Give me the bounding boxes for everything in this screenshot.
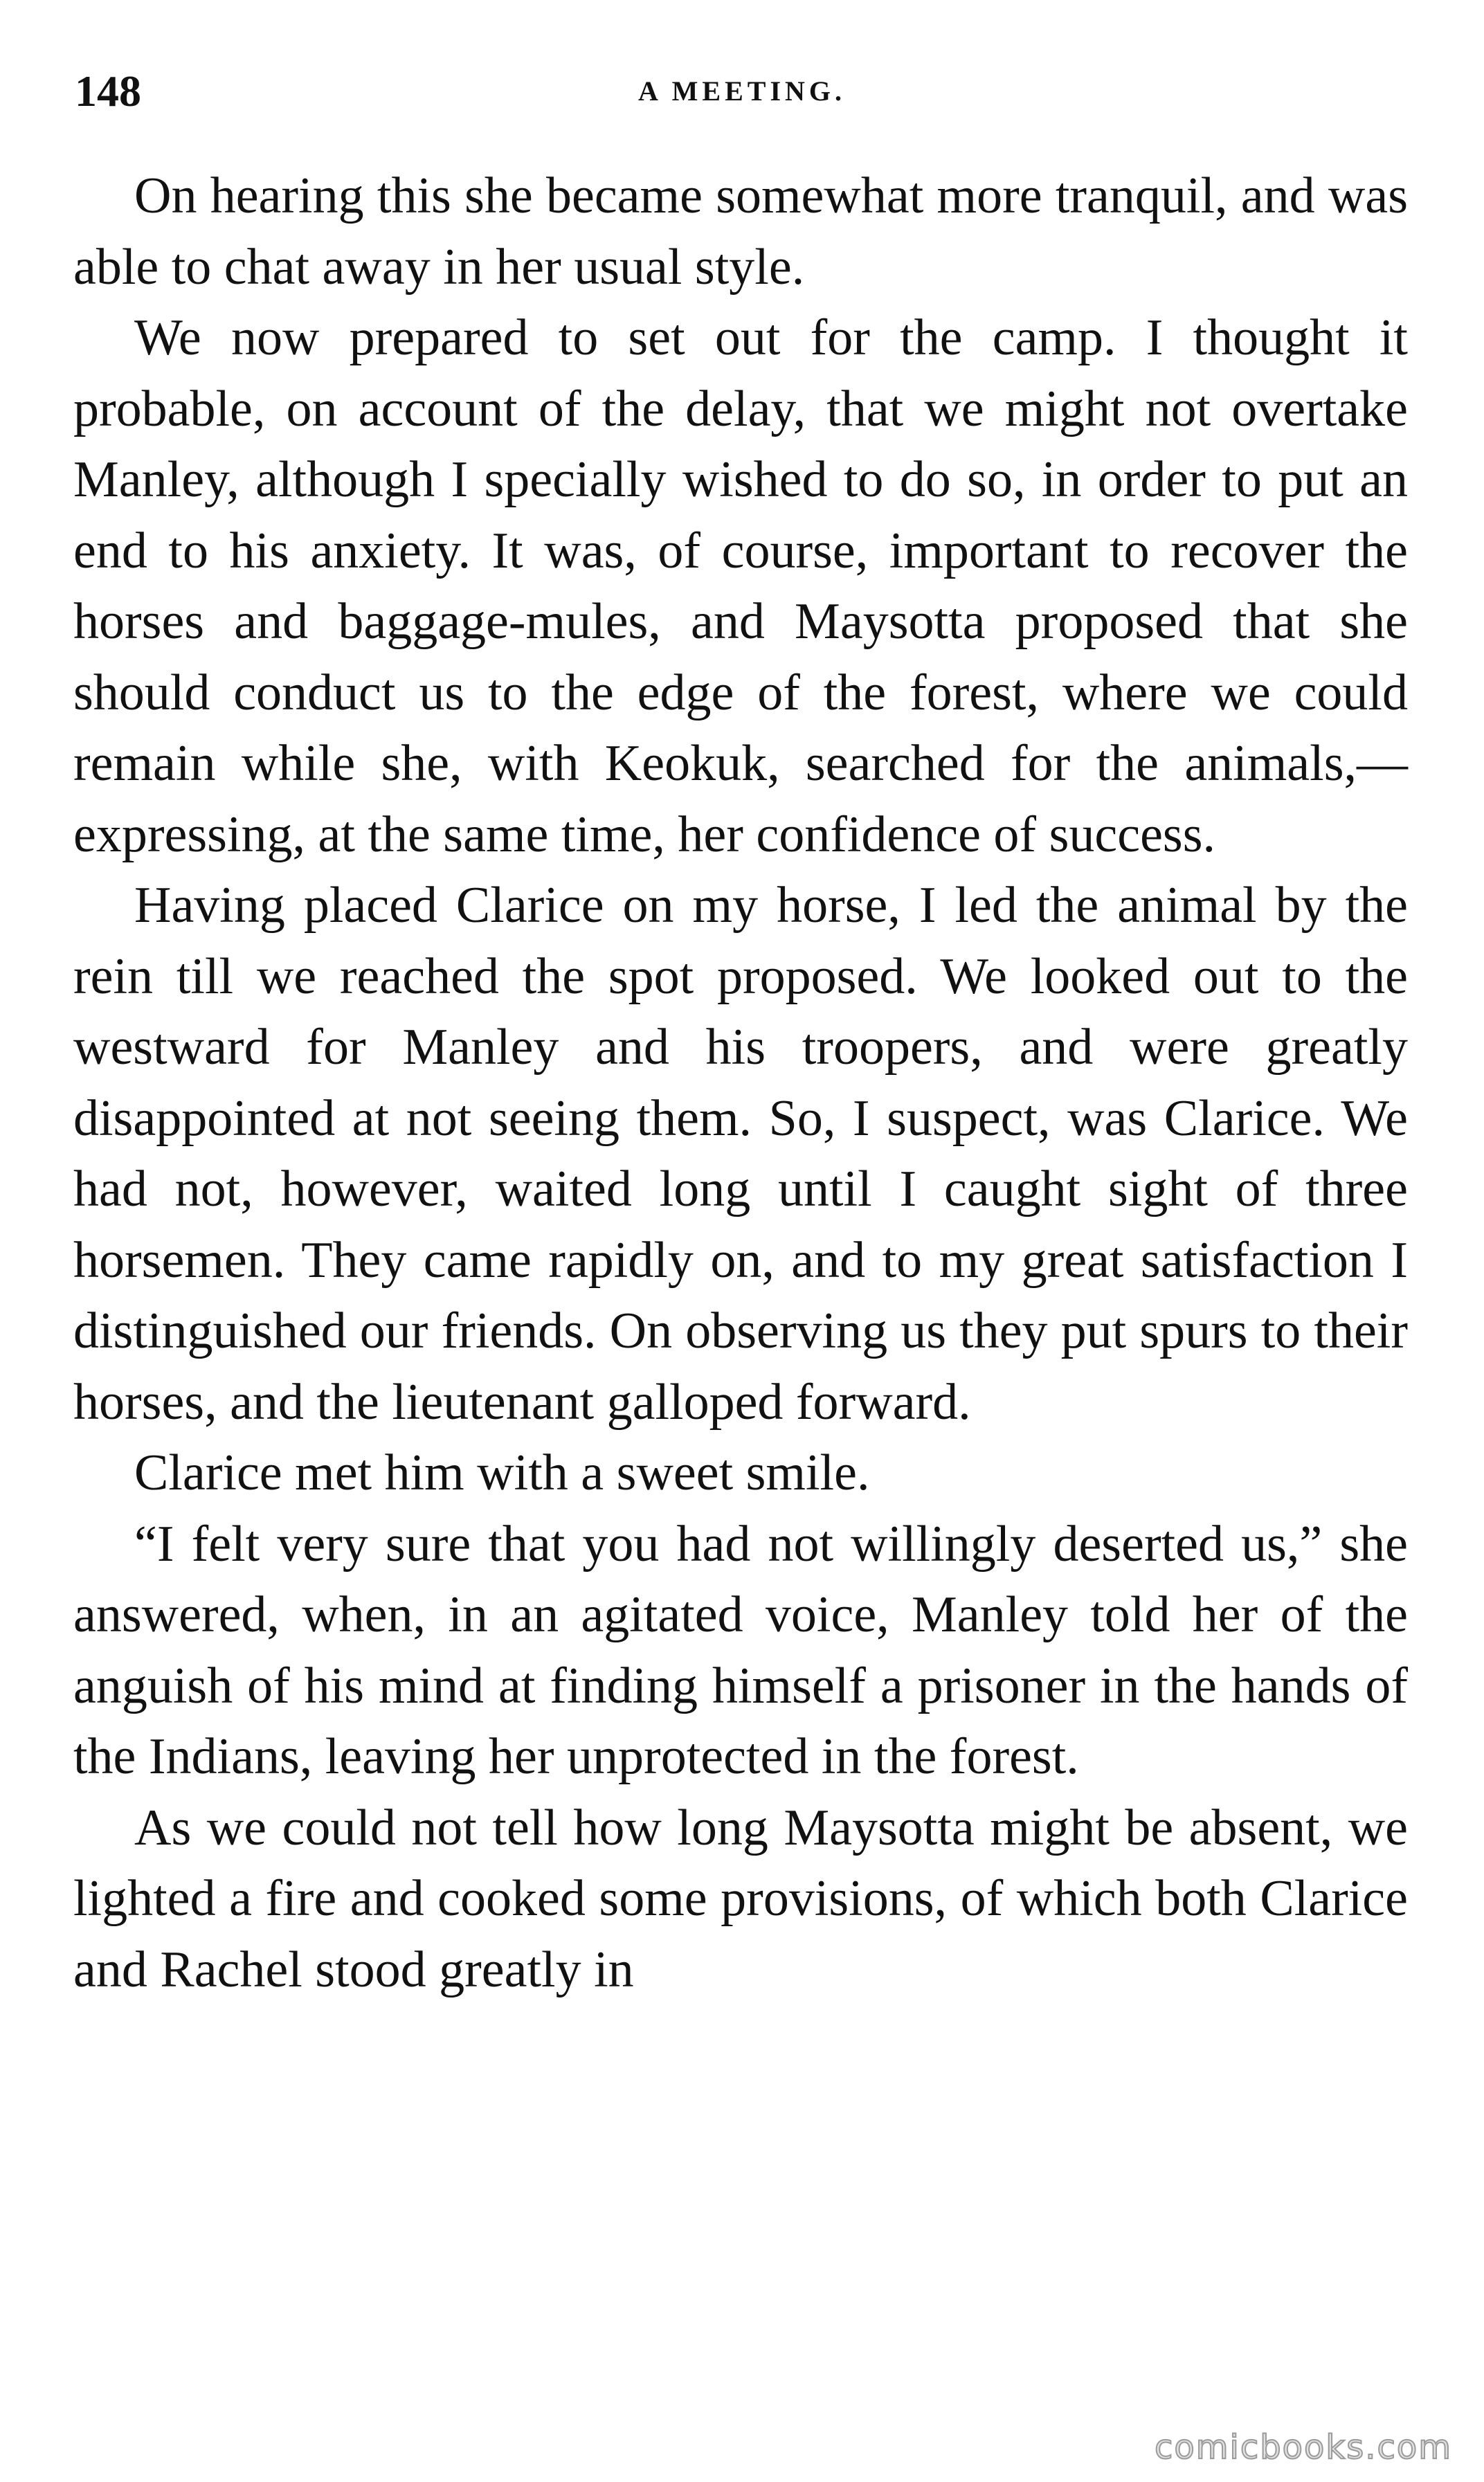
paragraph: “I felt very sure that you had not willingly deserted us,” she answered, when, in an agitated voice, Manley told her of the anguish of his mind at finding himself a prisoner in the hands of the Indians, leaving her unprotected in the forest. — [73, 1515, 1408, 1785]
running-head — [75, 64, 1409, 119]
paragraph: As we could not tell how long Maysotta might be absent, we lighted a fire and cooked some provisions, of which both Clarice and Rachel stood greatly in — [73, 1799, 1408, 1998]
running-title: A MEETING. — [637, 75, 847, 107]
paragraph: Having placed Clarice on my horse, I led the animal by the rein till we reached the spot proposed. We looked out to the westward for Manley and his troopers, and were greatly disappointed at not seeing them. So, I suspect, was Clarice. We had not, however, waited long until I caught sight of three horsemen. They came rapidly on, and to my great satisfaction I distinguished our friends. On observing us they put spurs to their horses, and the lieutenant galloped forward. — [73, 877, 1408, 1431]
paragraph: We now prepared to set out for the camp. I thought it probable, on account of the delay, that we might not overtake Manley, although I specially wished to do so, in order to put an end to his anxiety. It was, of course, important to recover the horses and baggage-mules, and Maysotta proposed that she should conduct us to the edge of the forest, where we could remain while she, with Keokuk, searched for the animals,—expressing, at the same time, her confidence of success. — [73, 309, 1408, 863]
paragraph: Clarice met him with a sweet smile. — [134, 1444, 870, 1501]
body-text — [73, 161, 1408, 2005]
page-number: 148 — [75, 66, 141, 116]
watermark: comicbooks.com — [1154, 2428, 1452, 2467]
paragraph: On hearing this she became somewhat more tranquil, and was able to chat away in her usual style. — [73, 167, 1408, 296]
